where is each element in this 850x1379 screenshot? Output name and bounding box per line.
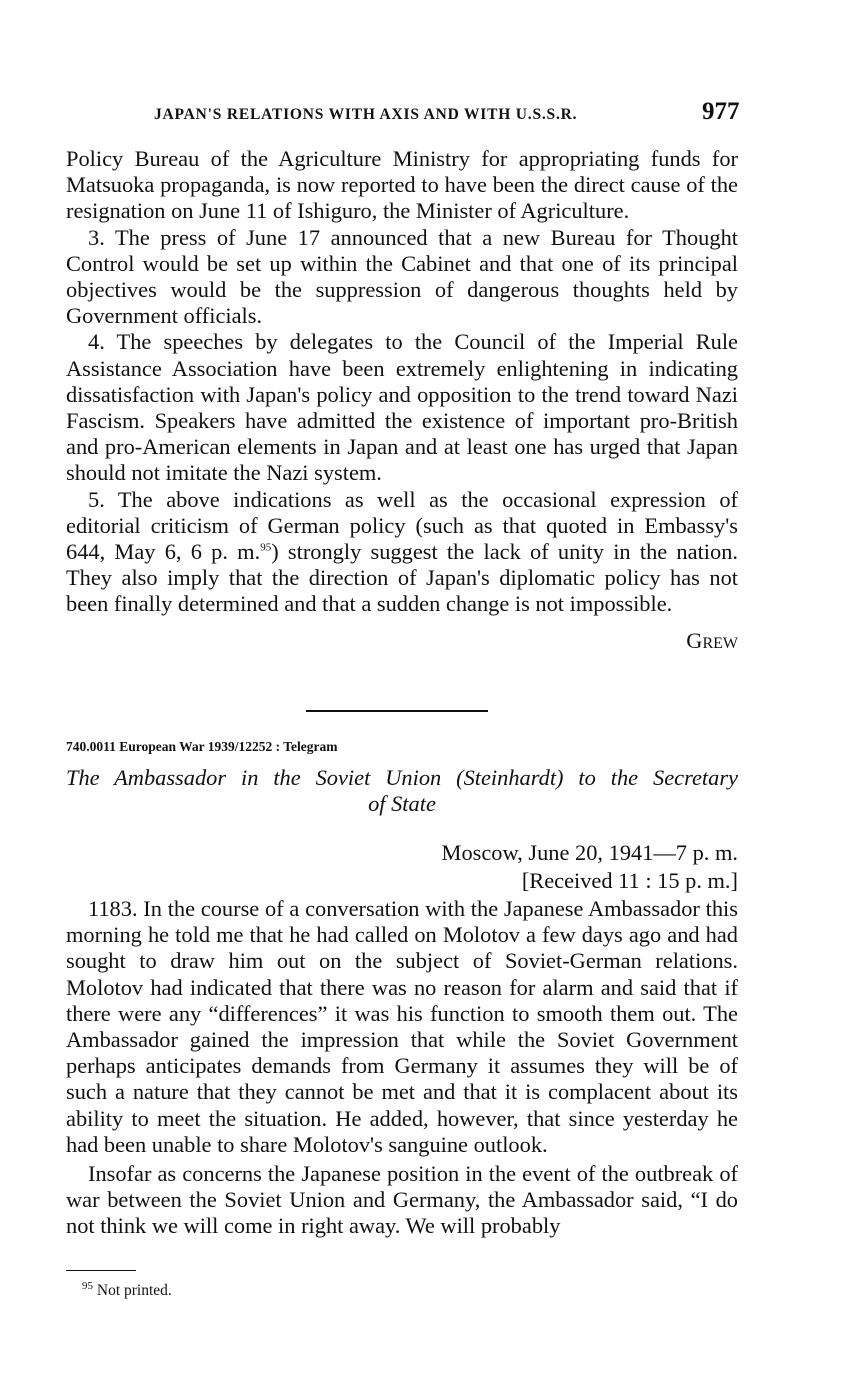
- paragraph-4: 4. The speeches by delegates to the Council of the Imperial Rule Assistance Association have been extremely enlightening in indicating dissatisfaction with Japan's policy and opposition to the trend toward Nazi Fascism. Speakers have admitted the existence of important pro-British and pro-American elements in Japan and at least one has urged that Japan should not imitate the Nazi system.: [66, 329, 738, 486]
- signature: Grew: [686, 627, 738, 653]
- file-reference: 740.0011 European War 1939/12252 : Telegram: [66, 739, 338, 754]
- footnote: [82, 1279, 172, 1300]
- document-title-line-1: The Ambassador in the Soviet Union (Steinhardt) to the Secretary: [66, 765, 738, 790]
- document-title-line-2: of State: [368, 791, 436, 816]
- page-number: 977: [702, 98, 740, 125]
- paragraph-5-text-a: 5. The above indications as well as the occasional expression of editorial criticism of German policy (such as that quoted in Embassy's 644, May 6, 6 p. m.: [66, 486, 738, 565]
- footnote-divider: [66, 1270, 136, 1271]
- section-divider: [306, 710, 488, 712]
- document-title: [66, 765, 738, 817]
- footnote-text: Not printed.: [96, 1282, 172, 1299]
- paragraph-5: [66, 487, 738, 618]
- running-head: [0, 98, 850, 128]
- paragraph-5-text-b: ) strongly suggest the lack of unity in the nation. They also imply that the direction of Japan's diplomatic policy has not been finally determined and that a sudden change is not impossible.: [66, 539, 738, 617]
- section-1-body: [66, 146, 738, 654]
- footnote-reference: 95: [260, 541, 272, 554]
- footnote-mark: 95: [82, 1279, 93, 1292]
- paragraph-continued: Policy Bureau of the Agriculture Ministry for appropriating funds for Matsuoka propaganda, is now reported to have been the direct cause of the resignation on June 11 of Ishiguro, the Minister of Agriculture.: [66, 146, 738, 224]
- dateline-block: [442, 839, 738, 895]
- dateline: Moscow, June 20, 1941—7 p. m.: [441, 840, 738, 865]
- received-line: [Received 11 : 15 p. m.]: [521, 868, 738, 893]
- telegram-paragraph-1: 1183. In the course of a conversation with the Japanese Ambassador this morning he told me that he had called on Molotov a few days ago and had sought to draw him out on the subject of Soviet-German relations. Molotov had indicated that there was no reason for alarm and said that if there were any “differences” it was his function to smooth them out. The Ambassador gained the impression that while the Soviet Government perhaps anticipates demands from Germany it assumes they will be of such a nature that they cannot be met and that it is complacent about its ability to meet the situation. He added, however, that since yesterday he had been unable to share Molotov's sanguine outlook.: [66, 896, 738, 1157]
- running-title: JAPAN'S RELATIONS WITH AXIS AND WITH U.S.S.R.: [154, 106, 578, 123]
- paragraph-3: 3. The press of June 17 announced that a new Bureau for Thought Control would be set up within the Cabinet and that one of its principal objectives would be the suppression of dangerous thoughts held by Government officials.: [66, 224, 738, 329]
- telegram-body: [66, 896, 738, 1240]
- telegram-paragraph-2: Insofar as concerns the Japanese position in the event of the outbreak of war between the Soviet Union and Germany, the Ambassador said, “I do not think we will come in right away. We will probably: [66, 1161, 738, 1239]
